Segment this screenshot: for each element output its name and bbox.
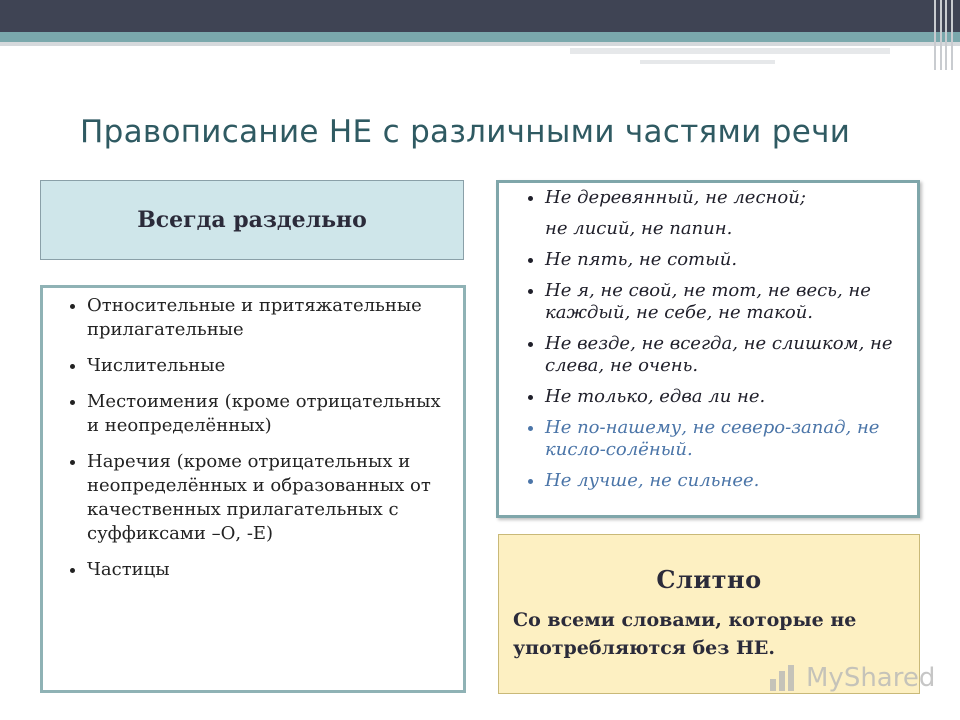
top-decor-line (570, 46, 890, 54)
list-item: • Не по-нашему, не северо-запад, не кисло-солёный. (545, 417, 907, 461)
list-item: • Числительные (87, 354, 453, 378)
list-item: • Не я, не свой, не тот, не весь, не каждый, не себе, не такой. (545, 280, 907, 324)
top-bar (0, 0, 960, 32)
list-item: • Не пять, не сотый. (545, 249, 907, 271)
slide-title: Правописание НЕ с различными частями речи (80, 114, 851, 150)
bottom-title: Слитно (656, 565, 762, 594)
top-decor-line-short (640, 60, 775, 64)
bar-chart-icon (770, 665, 800, 691)
list-item: • Не только, едва ли не. (545, 386, 907, 408)
list-item: • Наречия (кроме отрицательных и неопределённых и образованных от качественных прилагательных с суффиксами –О, -Е) (87, 450, 453, 546)
right-examples-box (496, 180, 920, 518)
list-item: • Не везде, не всегда, не слишком, не слева, не очень. (545, 333, 907, 377)
left-list-box (40, 285, 466, 693)
watermark-text: MyShared (806, 663, 936, 693)
watermark (770, 660, 940, 696)
bottom-text: Со всеми словами, которые не употребляются без НЕ. (513, 609, 857, 659)
list-item: • Относительные и притяжательные прилагательные (87, 294, 453, 342)
left-list (73, 294, 453, 582)
top-accent-stripe (0, 32, 960, 42)
list-item: не лисий, не папин. (545, 218, 733, 239)
list-item: • Не лучше, не сильнее. (545, 470, 907, 492)
list-item: • Местоимения (кроме отрицательных и неопределённых) (87, 390, 453, 438)
corner-decor-lines (934, 0, 956, 70)
left-heading-box (40, 180, 464, 260)
list-item: • Не деревянный, не лесной; (545, 187, 907, 209)
right-list (529, 187, 907, 492)
left-heading-text: Всегда раздельно (137, 207, 367, 233)
list-item: • Частицы (87, 558, 453, 582)
